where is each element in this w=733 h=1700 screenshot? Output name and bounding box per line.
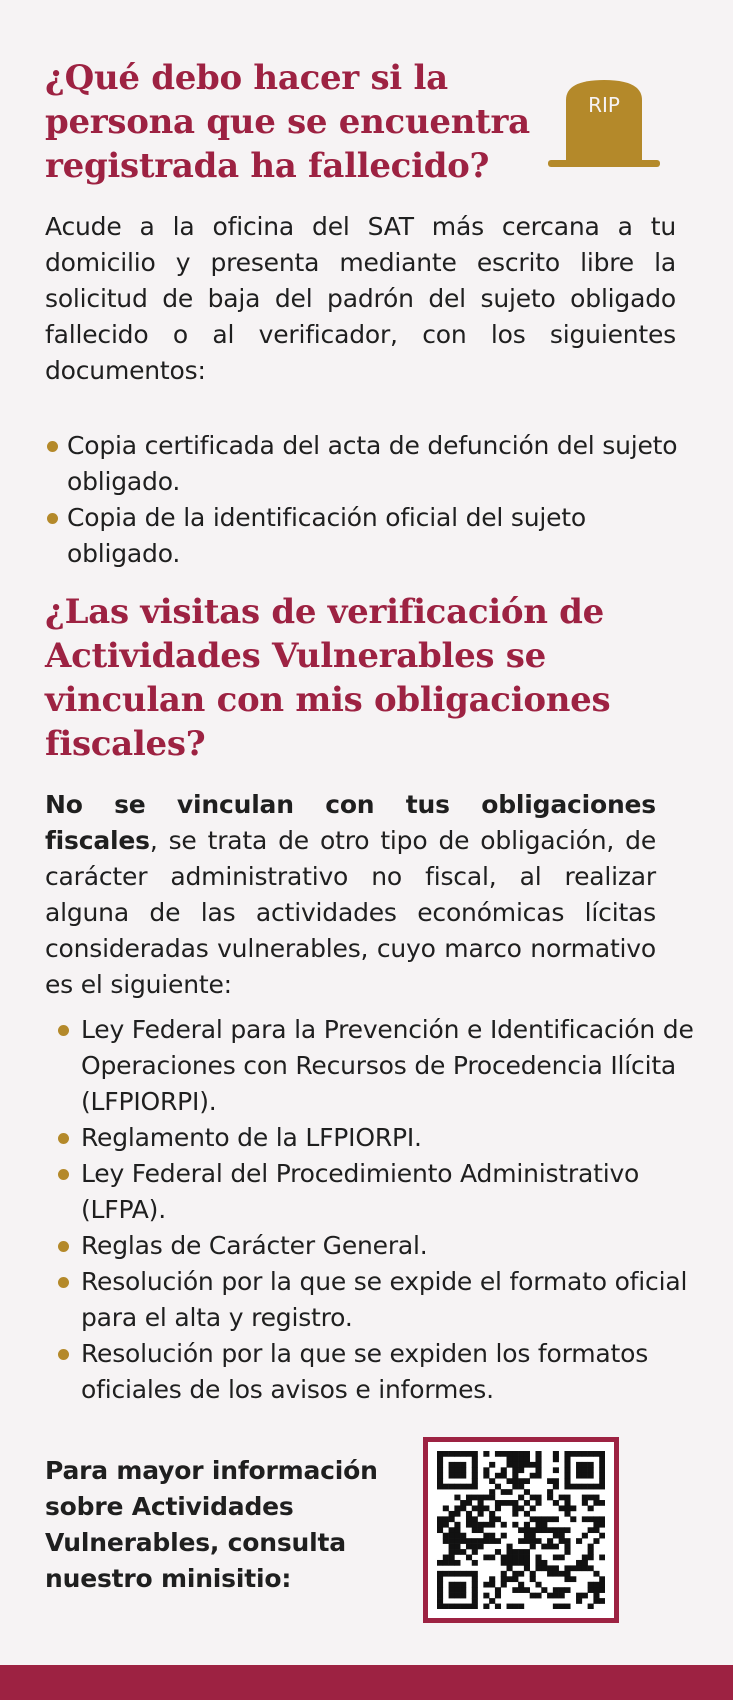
paragraph-bold-lead: No se vinculan con tus obligaciones fiscales: [45, 790, 656, 855]
tombstone-icon: [546, 76, 662, 172]
list-item: Reglamento de la LFPIORPI.: [56, 1120, 696, 1156]
footer-bar: [0, 1665, 733, 1700]
list-item: Resolución por la que se expide el formato oficial para el alta y registro.: [56, 1264, 696, 1336]
legal-framework-list: [56, 1012, 696, 1408]
section2-paragraph: No se vinculan con tus obligaciones fiscales, se trata de otro tipo de obligación, de carácter administrativo no fiscal, al realizar alguna de las actividades económicas lícitas consideradas vulnerables, cuyo marco normativo es el siguiente:: [45, 790, 656, 999]
bullet-icon: [58, 1169, 69, 1180]
bullet-icon: [47, 441, 58, 452]
qr-code-icon: [437, 1451, 605, 1609]
bullet-icon: [58, 1241, 69, 1252]
more-info-text: Para mayor información sobre Actividades Vulnerables, consulta nuestro minisitio:: [45, 1456, 378, 1593]
bullet-icon: [47, 513, 58, 524]
list-item: Ley Federal para la Prevención e Identificación de Operaciones con Recursos de Procedencia Ilícita (LFPIORPI).: [56, 1012, 696, 1120]
section1-paragraph: Acude a la oficina del SAT más cercana a tu domicilio y presenta mediante escrito libre la solicitud de baja del padrón del sujeto obligado fallecido o al verificador, con los siguientes documentos:: [45, 212, 676, 385]
qr-code[interactable]: [423, 1437, 619, 1623]
document-list: [45, 428, 685, 572]
bullet-icon: [58, 1133, 69, 1144]
list-item: Resolución por la que se expiden los formatos oficiales de los avisos e informes.: [56, 1336, 696, 1408]
list-item: Reglas de Carácter General.: [56, 1228, 696, 1264]
list-item: Copia certificada del acta de defunción del sujeto obligado.: [45, 428, 685, 500]
tombstone-label: RIP: [588, 93, 620, 117]
bullet-icon: [58, 1277, 69, 1288]
bullet-icon: [58, 1025, 69, 1036]
list-item: Ley Federal del Procedimiento Administrativo (LFPA).: [56, 1156, 696, 1228]
list-item: Copia de la identificación oficial del sujeto obligado.: [45, 500, 685, 572]
bullet-icon: [58, 1349, 69, 1360]
section1-heading: ¿Qué debo hacer si la persona que se encuentra registrada ha fallecido?: [45, 58, 530, 186]
section2-heading: ¿Las visitas de verificación de Actividades Vulnerables se vinculan con mis obligaciones fiscales?: [45, 592, 611, 764]
